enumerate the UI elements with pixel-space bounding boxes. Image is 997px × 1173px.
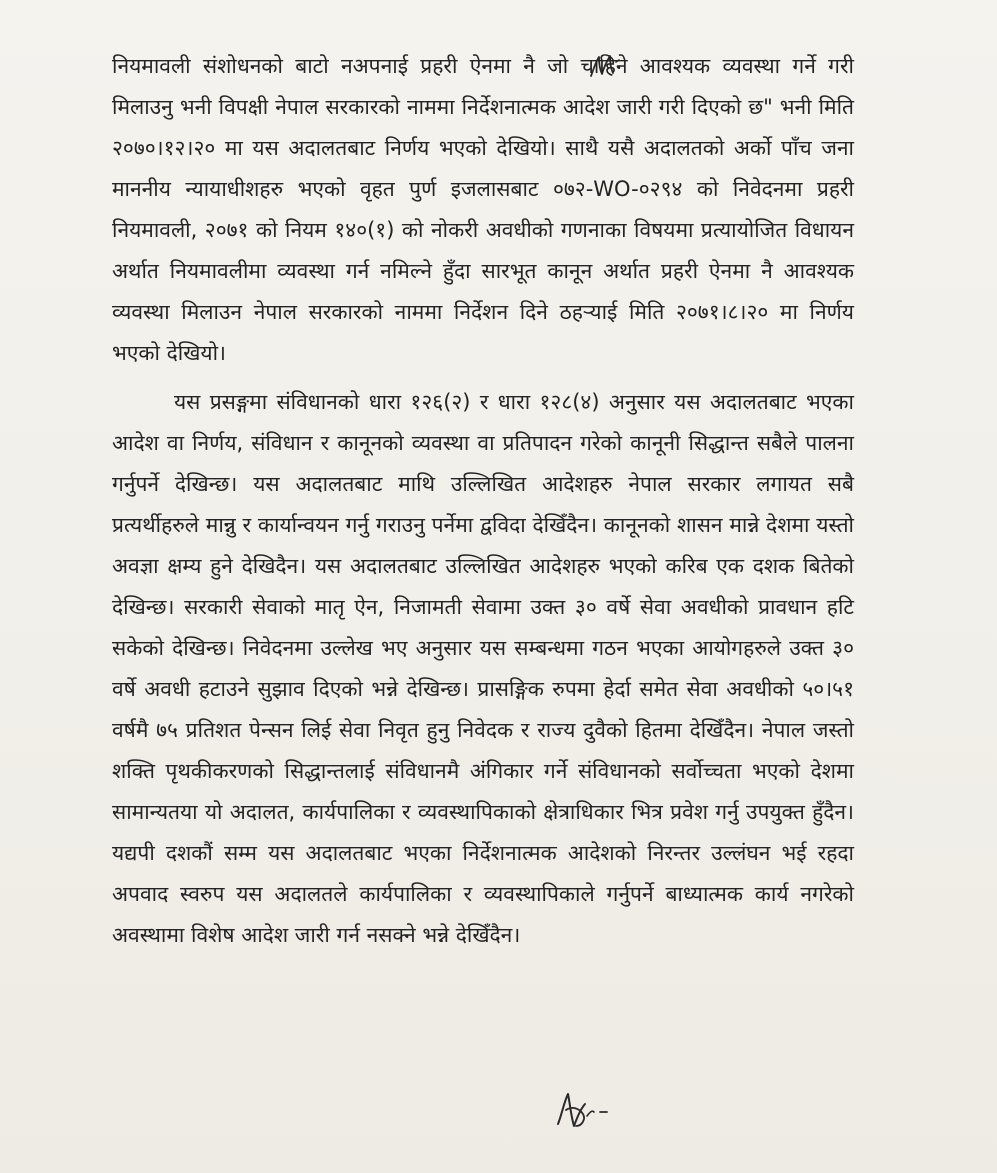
paragraph-2: यस प्रसङ्गमा संविधानको धारा १२६(२) र धारा १२८(४) अनुसार यस अदालतबाट भएका आदेश वा निर्णय, संविधान र कानूनको व्यवस्था वा प्रतिपादन गरेको कानूनी सिद्धान्त सबैले पालना गर्नुपर्ने देखिन्छ। यस अदालतबाट माथि उल्लिखित आदेशहरु नेपाल सरकार लगायत सबै प्रत्यर्थीहरुले मान्नु र कार्यान्वयन गर्नु गराउनु पर्नेमा द्वविदा देखिँदैन। कानूनको शासन मान्ने देशमा यस्तो अवज्ञा क्षम्य हुने देखिदैन। यस अदालतबाट उल्लिखित आदेशहरु भएको करिब एक दशक बितेको देखिन्छ। सरकारी सेवाको मातृ ऐन, निजामती सेवामा उक्त ३० वर्षे सेवा अवधीको प्रावधान हटि सकेको देखिन्छ। निवेदनमा उल्लेख भए अनुसार यस सम्बन्धमा गठन भएका आयोगहरुले उक्त ३० वर्षे अवधी हटाउने सुझाव दिएको भन्ने देखिन्छ। प्रासङ्गिक रुपमा हेर्दा समेत सेवा अवधीको ५०।५१ वर्षमै ७५ प्रतिशत पेन्सन लिई सेवा निवृत हुनु निवेदक र राज्य दुवैको हितमा देखिँदैन। नेपाल जस्तो शक्ति पृथकीकरणको सिद्धान्तलाई संविधानमै अंगिकार गर्ने संविधानको सर्वोच्चता भएको देशमा सामान्यतया यो अदालत, कार्यपालिका र व्यवस्थापिकाको क्षेत्राधिकार भित्र प्रवेश गर्नु उपयुक्त हुँदैन। यद्यपी दशकौं सम्म यस अदालतबाट भएका निर्देशनात्मक आदेशको निरन्तर उल्लंघन भई रहदा अपवाद स्वरुप यस अदालतले कार्यपालिका र व्यवस्थापिकाले गर्नुपर्ने बाध्यात्मक कार्य नगरेको अवस्थामा विशेष आदेश जारी गर्न नसक्ने भन्ने देखिँदैन।	[112, 390, 854, 947]
document-body	[112, 46, 854, 956]
paragraph-1: नियमावली संशोधनको बाटो नअपनाई प्रहरी ऐनमा नै जो चाहिने आवश्यक व्यवस्था गर्ने गरी मिलाउनु भनी विपक्षी नेपाल सरकारको नाममा निर्देशनात्मक आदेश जारी गरी दिएको छ" भनी मिति २०७०।१२।२० मा यस अदालतबाट निर्णय भएको देखियो। साथै यसै अदालतको अर्को पाँच जना माननीय न्यायाधीशहरु भएको वृहत पुर्ण इजलासबाट ०७२-WO-०२९४ को निवेदनमा प्रहरी नियमावली, २०७१ को नियम १४०(१) को नोकरी अवधीको गणनाका विषयमा प्रत्यायोजित विधायन अर्थात नियमावलीमा व्यवस्था गर्न नमिल्ने हुँदा सारभूत कानून अर्थात प्रहरी ऐनमा नै आवश्यक व्यवस्था मिलाउन नेपाल सरकारको नाममा निर्देशन दिने ठहऱ्याई मिति २०७१।८।२० मा निर्णय भएको देखियो।	[112, 54, 854, 365]
signature	[552, 1088, 614, 1134]
